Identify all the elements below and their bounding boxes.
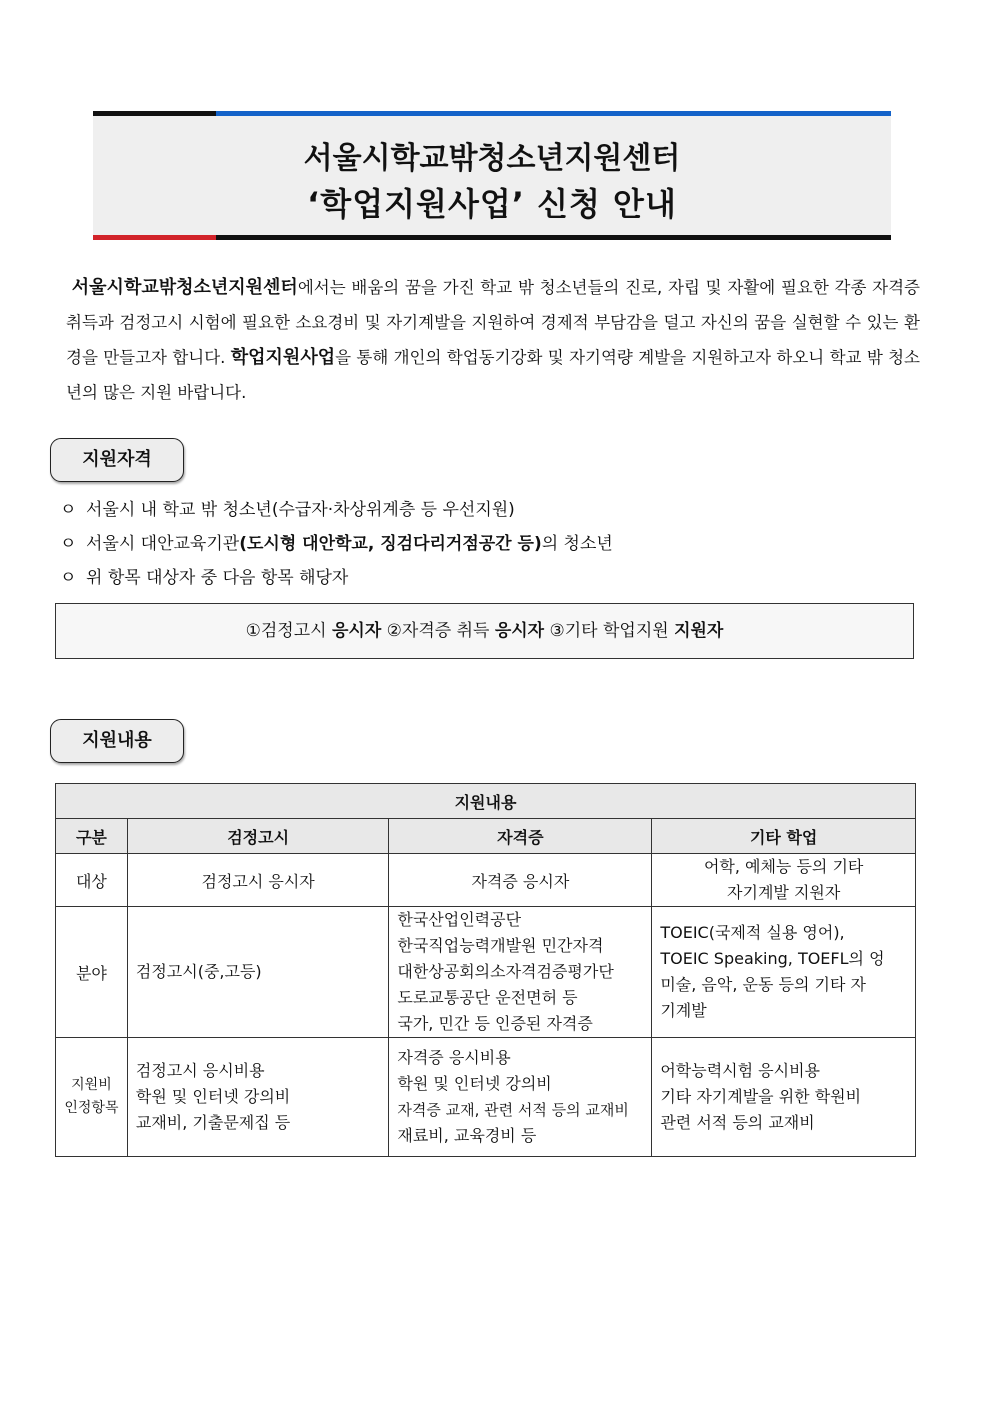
header-other: 기타 학업 bbox=[652, 819, 916, 854]
intro-text-1: 에서는 배움의 꿈을 가진 학교 밖 청소년들의 진로, 자립 및 자활에 필요한 각종 자격증 취득과 검정고시 시험에 필요한 소요경비 및 자기계발을 지원하여 경제적 부담감을 덜고 자신의 꿈을 실현할 수 있는 환경을 만들고자 합니다. bbox=[66, 278, 921, 367]
cell-line: 한국직업능력개발원 민간자격 bbox=[397, 936, 604, 955]
bar-blue-segment bbox=[216, 111, 891, 116]
intro-paragraph bbox=[66, 270, 920, 410]
cell-line: 어학, 예체능 등의 기타 bbox=[703, 857, 864, 876]
box-bold-1: 응시자 bbox=[331, 621, 382, 641]
eligibility-text-3: 위 항목 대상자 중 다음 항목 해당자 bbox=[86, 568, 349, 588]
cell-line: 대한상공회의소자격검증평가단 bbox=[397, 962, 614, 981]
cell-line: TOEIC Speaking, TOEFL의 엉 bbox=[660, 949, 885, 968]
cell-target-other bbox=[652, 854, 916, 907]
header-category: 구분 bbox=[56, 819, 128, 854]
header-certificate: 자격증 bbox=[389, 819, 652, 854]
cell-line: 한국산업인력공단 bbox=[397, 910, 522, 929]
cell-line: 도로교통공단 운전면허 등 bbox=[397, 988, 578, 1007]
eligibility-item-2 bbox=[60, 529, 613, 554]
cell-items-cert bbox=[389, 1038, 652, 1157]
support-table bbox=[55, 783, 916, 1157]
cell-line: 자격증 응시비용 bbox=[397, 1048, 511, 1067]
cell-field-other bbox=[652, 907, 916, 1038]
cell-field-cert bbox=[389, 907, 652, 1038]
row-label-target: 대상 bbox=[56, 854, 128, 907]
cell-line: 자격증 교재, 관련 서적 등의 교재비 bbox=[397, 1101, 629, 1119]
cell-line: 학원 및 인터넷 강의비 bbox=[397, 1074, 552, 1093]
cell-line: 검정고시 응시비용 bbox=[135, 1061, 265, 1080]
box-text-3: ③기타 학업지원 bbox=[544, 621, 675, 641]
bar-black-segment-2 bbox=[216, 235, 891, 240]
box-bold-2: 응시자 bbox=[494, 621, 545, 641]
title-bottom-bar bbox=[93, 235, 891, 240]
cell-target-cert: 자격증 응시자 bbox=[389, 854, 652, 907]
cell-line: 자기계발 지원자 bbox=[727, 883, 841, 902]
circle-bullet-icon: ㅇ bbox=[60, 500, 77, 520]
eligibility-text-1: 서울시 내 학교 밖 청소년(수급자·차상위계층 등 우선지원) bbox=[86, 500, 515, 520]
intro-bold-center: 서울시학교밖청소년지원센터 bbox=[71, 277, 298, 298]
page-title: 서울시학교밖청소년지원센터 bbox=[303, 141, 681, 176]
title-top-bar bbox=[93, 111, 891, 116]
table-row bbox=[56, 854, 916, 907]
eligibility-item-3 bbox=[60, 563, 348, 588]
cell-line: 지원비 bbox=[71, 1077, 112, 1093]
bar-black-segment bbox=[93, 111, 216, 116]
intro-text-2: 을 통해 개인의 학업동기강화 및 자기역량 계발을 지원하고자 하오니 학교 밖 청소년의 많은 지원 바랍니다. bbox=[66, 348, 920, 402]
circle-bullet-icon: ㅇ bbox=[60, 534, 77, 554]
circle-bullet-icon: ㅇ bbox=[60, 568, 77, 588]
section-label-eligibility: 지원자격 bbox=[50, 438, 184, 482]
cell-line: 국가, 민간 등 인증된 자격증 bbox=[397, 1014, 593, 1033]
header-ged: 검정고시 bbox=[127, 819, 389, 854]
eligibility-text-2a: 서울시 대안교육기관 bbox=[86, 534, 240, 554]
table-row bbox=[56, 907, 916, 1038]
row-label-field: 분야 bbox=[56, 907, 128, 1038]
table-caption: 지원내용 bbox=[56, 784, 916, 819]
box-text-1: ①검정고시 bbox=[245, 621, 332, 641]
cell-line: 기계발 bbox=[660, 1001, 707, 1020]
cell-line: 인정항목 bbox=[64, 1100, 119, 1116]
cell-field-ged: 검정고시(중,고등) bbox=[127, 907, 389, 1038]
eligibility-item-1 bbox=[60, 495, 515, 520]
cell-items-ged bbox=[127, 1038, 389, 1157]
cell-line: 미술, 음악, 운동 등의 기타 자 bbox=[660, 975, 866, 994]
cell-line: 재료비, 교육경비 등 bbox=[397, 1126, 537, 1145]
title-box bbox=[93, 111, 891, 240]
cell-items-other bbox=[652, 1038, 916, 1157]
cell-line: 학원 및 인터넷 강의비 bbox=[135, 1087, 291, 1106]
cell-target-ged: 검정고시 응시자 bbox=[127, 854, 389, 907]
cell-line: 어학능력시험 응시비용 bbox=[660, 1061, 820, 1080]
box-bold-3: 지원자 bbox=[674, 621, 724, 641]
bar-red-segment bbox=[93, 235, 216, 240]
cell-line: 관련 서적 등의 교재비 bbox=[660, 1113, 815, 1132]
box-text-2: ②자격증 취득 bbox=[381, 621, 495, 641]
cell-line: 교재비, 기출문제집 등 bbox=[135, 1113, 291, 1132]
section-label-support: 지원내용 bbox=[50, 719, 184, 763]
intro-bold-program: 학업지원사업 bbox=[230, 347, 336, 368]
cell-line: 기타 자기계발을 위한 학원비 bbox=[660, 1087, 862, 1106]
eligibility-text-2c: 의 청소년 bbox=[541, 534, 613, 554]
table-row bbox=[56, 1038, 916, 1157]
eligibility-text-2b: (도시형 대안학교, 징검다리거점공간 등) bbox=[239, 534, 542, 554]
row-label-items bbox=[56, 1038, 128, 1157]
cell-line: TOEIC(국제적 실용 영어), bbox=[660, 923, 845, 942]
page-subtitle: ‘학업지원사업’ 신청 안내 bbox=[307, 185, 677, 223]
eligibility-box bbox=[55, 603, 914, 659]
